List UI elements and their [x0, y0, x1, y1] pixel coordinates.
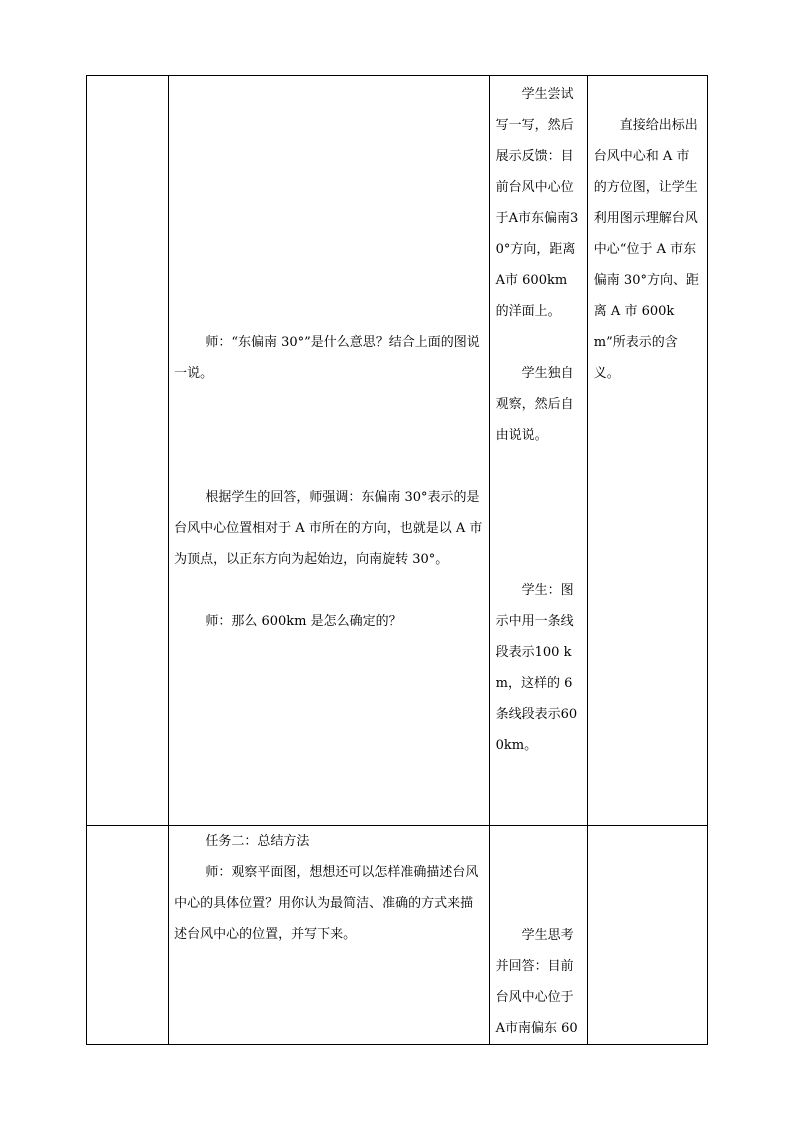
design-intent-cell — [587, 76, 707, 826]
table-row — [87, 826, 708, 1045]
student-activity-cell — [489, 76, 587, 826]
design-intent-cell — [587, 826, 707, 1045]
teacher-activity-cell — [169, 826, 490, 1045]
student-observe: 学生独自观察，然后自由说说。 — [495, 366, 574, 443]
student-answer-method: 学生思考并回答：目前台风中心位于A市南偏东 60 — [495, 928, 578, 1036]
teacher-question-direction: 师：“东偏南 30°”是什么意思？结合上面的图说一说。 — [174, 335, 480, 381]
design-intent-text: 直接给出标出台风中心和 A 市的方位图，让学生利用图示理解台风中心“位于 A 市东偏南 30°方向、距离 A 市 600km”所表示的含义。 — [593, 118, 699, 381]
stage-cell — [87, 826, 169, 1045]
lesson-plan-table — [86, 75, 708, 1045]
teacher-emphasis: 根据学生的回答，师强调：东偏南 30°表示的是台风中心位置相对于 A 市所在的方向，也就是以 A 市为顶点，以正东方向为起始边，向南旋转 30°。 — [174, 490, 483, 567]
teacher-question-distance: 师：那么 600km 是怎么确定的？ — [205, 614, 402, 629]
task-heading: 任务二：总结方法 — [205, 834, 310, 849]
teacher-question-method: 师：观察平面图，想想还可以怎样准确描述台风中心的具体位置？用你认为最简洁、准确的方式来描述台风中心的位置，并写下来。 — [174, 865, 479, 942]
student-answer-distance: 学生：图示中用一条线段表示100 km，这样的 6 条线段表示600km。 — [495, 583, 578, 753]
student-activity-cell — [489, 826, 587, 1045]
student-write-feedback: 学生尝试写一写，然后展示反馈：目前台风中心位于A市东偏南30°方向，距离A市 600km 的洋面上。 — [495, 87, 579, 319]
teacher-activity-cell — [169, 76, 490, 826]
table-row — [87, 76, 708, 826]
stage-cell — [87, 76, 169, 826]
